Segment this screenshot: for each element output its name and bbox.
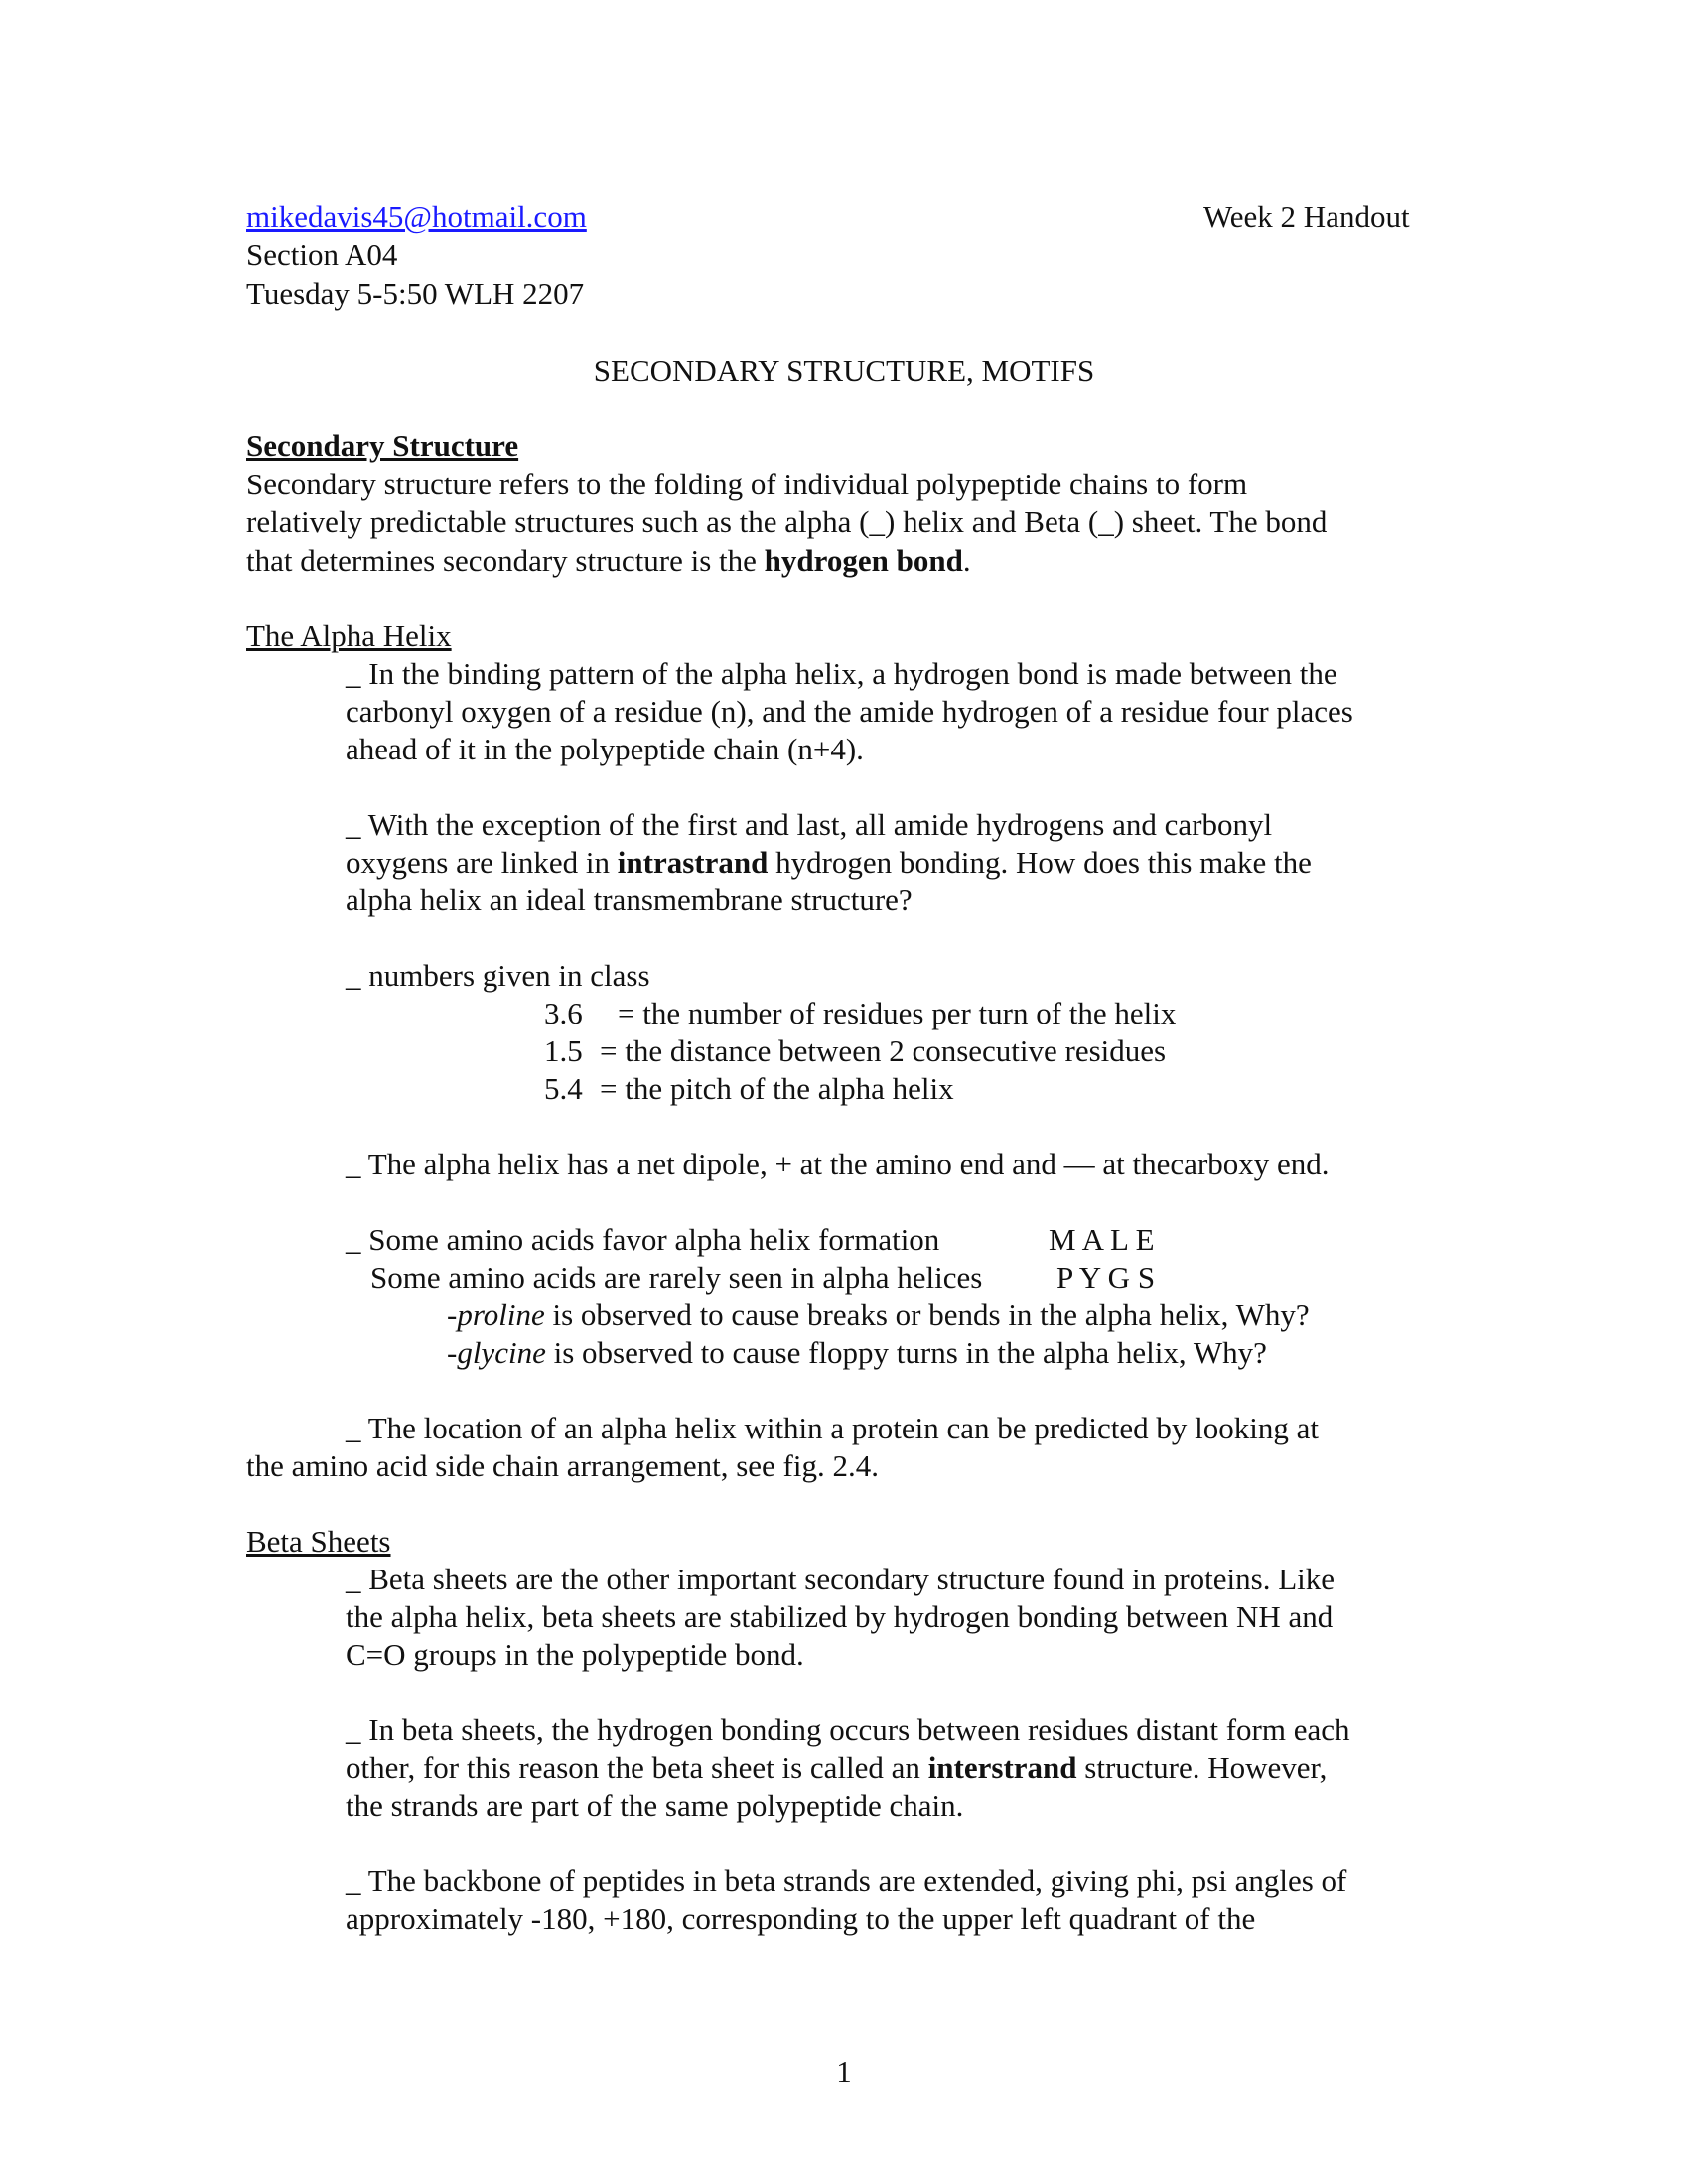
number-description: = the pitch of the alpha helix — [600, 1071, 954, 1106]
text-run: hydrogen bonding. How does this make the — [768, 845, 1312, 880]
numbers-intro: _ numbers given in class — [346, 958, 650, 993]
paragraph-line: approximately -180, +180, corresponding to the upper left quadrant of the — [346, 1901, 1256, 1936]
text-run: that determines secondary structure is the — [246, 543, 765, 578]
class-time: Tuesday 5-5:50 WLH 2207 — [246, 276, 585, 311]
paragraph-line: Secondary structure refers to the folding of individual polypeptide chains to form — [246, 467, 1248, 501]
text-run: is observed to cause breaks or bends in the alpha helix, Why? — [544, 1297, 1310, 1332]
text-run: other, for this reason the beta sheet is called an — [346, 1750, 928, 1785]
beta-sheets-heading: Beta Sheets — [246, 1524, 391, 1559]
number-value: 3.6 — [544, 996, 583, 1030]
dipole-line — [346, 1146, 1330, 1183]
text-run: structure. However, — [1076, 1750, 1328, 1785]
number-description: = the distance between 2 consecutive residues — [600, 1033, 1167, 1068]
paragraph-line: _ In the binding pattern of the alpha helix, a hydrogen bond is made between the — [346, 656, 1337, 691]
secondary-structure-heading: Secondary Structure — [246, 428, 519, 463]
paragraph-line — [346, 1749, 1327, 1787]
email-link[interactable]: mikedavis45@hotmail.com — [246, 200, 587, 234]
paragraph-line: ahead of it in the polypeptide chain (n+4). — [346, 732, 864, 766]
rare-letters: P Y G S — [1056, 1260, 1156, 1295]
rare-line: Some amino acids are rarely seen in alpha helices — [370, 1260, 983, 1295]
paragraph-line: the strands are part of the same polypeptide chain. — [346, 1788, 964, 1823]
document-title: SECONDARY STRUCTURE, MOTIFS — [593, 353, 1095, 388]
text-run: oxygens are linked in — [346, 845, 618, 880]
paragraph-line: the alpha helix, beta sheets are stabilized by hydrogen bonding between NH and — [346, 1599, 1334, 1634]
alpha-helix-heading: The Alpha Helix — [246, 618, 452, 653]
paragraph-line: the amino acid side chain arrangement, see fig. 2.4. — [246, 1448, 879, 1483]
text-run: is observed to cause floppy turns in the alpha helix, Why? — [545, 1335, 1267, 1370]
intrastrand-term: intrastrand — [617, 845, 769, 880]
favor-letters: M A L E — [1049, 1222, 1155, 1257]
proline-line — [447, 1297, 1310, 1334]
paragraph-line: alpha helix an ideal transmembrane structure? — [346, 883, 913, 917]
paragraph-line: _ The location of an alpha helix within a protein can be predicted by looking at — [346, 1411, 1319, 1445]
glycine-term: -glycine — [447, 1335, 546, 1370]
paragraph-line: _ With the exception of the first and last, all amide hydrogens and carbonyl — [346, 807, 1273, 842]
paragraph-line: relatively predictable structures such as the alpha (_) helix and Beta (_) sheet. The bond — [246, 504, 1328, 539]
hydrogen-bond-term: hydrogen bond — [764, 543, 963, 578]
number-description: = the number of residues per turn of the helix — [618, 996, 1177, 1030]
paragraph-line: _ The backbone of peptides in beta strands are extended, giving phi, psi angles of — [346, 1863, 1347, 1898]
favor-line: _ Some amino acids favor alpha helix formation — [346, 1222, 940, 1257]
text-run: _ The alpha helix has a net dipole, + at the amino end and — at the — [346, 1147, 1171, 1181]
interstrand-term: interstrand — [927, 1750, 1077, 1785]
paragraph-line: carbonyl oxygen of a residue (n), and the amide hydrogen of a residue four places — [346, 694, 1353, 729]
paragraph-line — [346, 844, 1312, 882]
paragraph-line: _ Beta sheets are the other important secondary structure found in proteins. Like — [346, 1562, 1335, 1596]
text-run: carboxy end. — [1170, 1147, 1330, 1181]
handout-label: Week 2 Handout — [1203, 200, 1410, 234]
glycine-line — [447, 1334, 1267, 1372]
section-label: Section A04 — [246, 237, 398, 272]
number-value: 5.4 — [544, 1071, 583, 1106]
paragraph-line: C=O groups in the polypeptide bond. — [346, 1637, 804, 1672]
paragraph-line — [246, 542, 971, 580]
paragraph-line: _ In beta sheets, the hydrogen bonding occurs between residues distant form each — [346, 1712, 1350, 1747]
proline-term: -proline — [447, 1297, 545, 1332]
page-number: 1 — [836, 2054, 852, 2089]
number-value: 1.5 — [544, 1033, 583, 1068]
text-run: . — [962, 543, 971, 578]
